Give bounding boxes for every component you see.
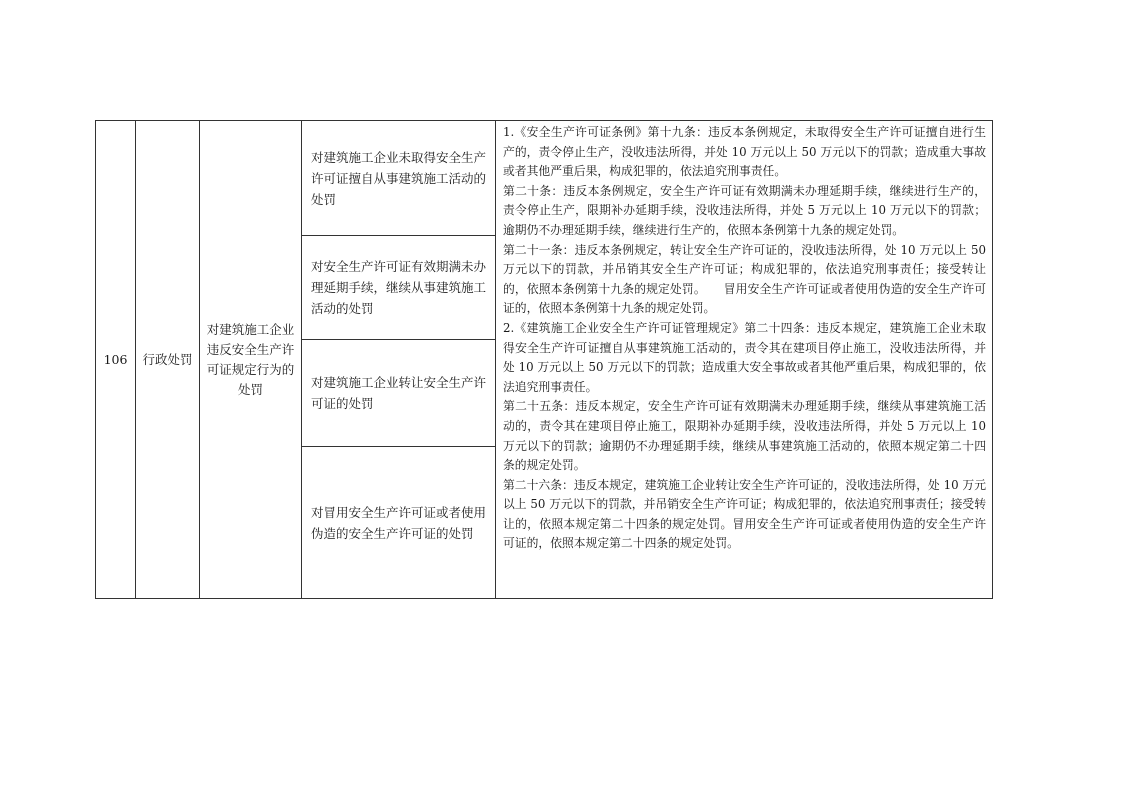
sub-item-text: 对冒用安全生产许可证或者使用伪造的安全生产许可证的处罚	[311, 504, 487, 541]
sub-item-text: 对建筑施工企业转让安全生产许可证的处罚	[311, 375, 487, 411]
legal-basis-paragraph: 第二十条：违反本条例规定，安全生产许可证有效期满未办理延期手续，继续进行生产的，责令停止生产，限期补办延期手续，没收违法所得，并处 5 万元以上 10 万元以下的罚款；逾期仍不办理延期手续，继续进行生产的，依照本条例第十九条的规定处罚。	[503, 183, 986, 237]
sub-item-text: 对建筑施工企业未取得安全生产许可证擅自从事建筑施工活动的处罚	[311, 149, 487, 207]
row-number-cell	[96, 121, 136, 598]
sub-item-cell	[302, 447, 495, 598]
sub-item-text: 对安全生产许可证有效期满未办理延期手续，继续从事建筑施工活动的处罚	[311, 259, 487, 316]
sub-items-column	[302, 121, 496, 598]
legal-basis-paragraph: 2.《建筑施工企业安全生产许可证管理规定》第二十四条：违反本规定，建筑施工企业未取得安全生产许可证擅自从事建筑施工活动的，责令其在建项目停止施工，没收违法所得，并处 10 万元以上 50 万元以下的罚款；造成重大安全事故或者其他严重后果，构成犯罪的，依法追究刑事责任。	[503, 320, 986, 394]
category-text: 行政处罚	[142, 351, 193, 367]
legal-basis-cell	[496, 121, 992, 598]
item-name-cell	[200, 121, 302, 598]
sub-item-cell	[302, 340, 495, 447]
row-number: 106	[103, 351, 128, 367]
category-cell	[136, 121, 200, 598]
sub-item-cell	[302, 121, 495, 236]
item-name-text: 对建筑施工企业违反安全生产许可证规定行为的处罚	[206, 321, 295, 397]
legal-basis-paragraph: 第二十六条：违反本规定，建筑施工企业转让安全生产许可证的，没收违法所得，处 10 万元以上 50 万元以下的罚款，并吊销安全生产许可证；构成犯罪的，依法追究刑事责任；接受转让的，依照本规定第二十四条的规定处罚。冒用安全生产许可证或者使用伪造的安全生产许可证的，依照本规定第二十四条的规定处罚。	[503, 477, 986, 551]
legal-basis-paragraph: 1.《安全生产许可证条例》第十九条：违反本条例规定，未取得安全生产许可证擅自进行生产的，责令停止生产，没收违法所得，并处 10 万元以上 50 万元以下的罚款；造成重大事故或者其他严重后果，构成犯罪的，依法追究刑事责任。	[503, 125, 986, 179]
legal-basis-paragraph: 第二十一条：违反本条例规定，转让安全生产许可证的，没收违法所得，处 10 万元以上 50 万元以下的罚款，并吊销其安全生产许可证；构成犯罪的，依法追究刑事责任；接受转让的，依照本条例第十九条的规定处罚。 冒用安全生产许可证或者使用伪造的安全生产许可证的，依照本条例第十九条的规定处罚。	[503, 242, 986, 316]
penalty-table	[95, 120, 993, 599]
legal-basis-paragraph: 第二十五条：违反本规定，安全生产许可证有效期满未办理延期手续，继续从事建筑施工活动的，责令其在建项目停止施工，限期补办延期手续，没收违法所得，并处 5 万元以上 10 万元以下的罚款；逾期仍不办理延期手续，继续从事建筑施工活动的，依照本规定第二十四条的规定处罚。	[503, 399, 986, 473]
sub-item-cell	[302, 236, 495, 340]
